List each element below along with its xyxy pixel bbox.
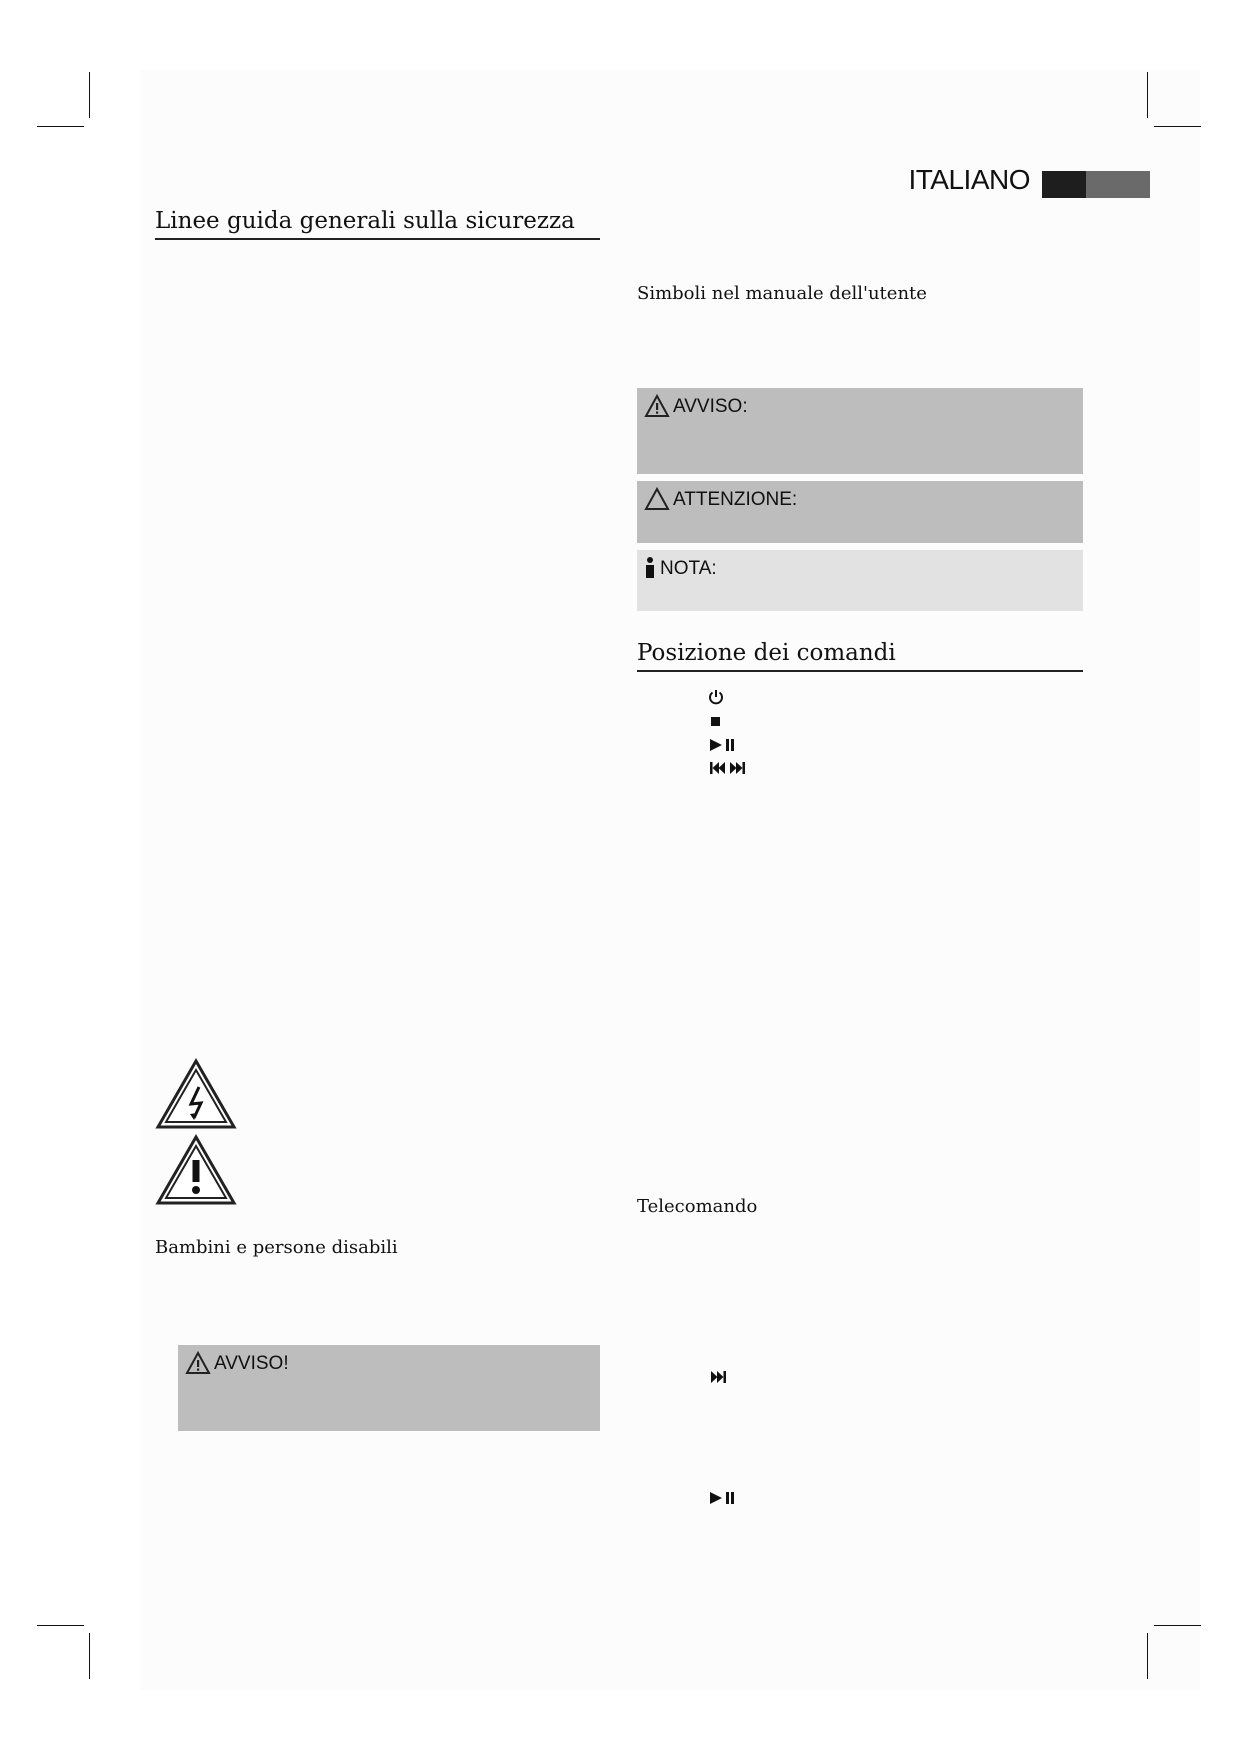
language-tab-dark — [1042, 171, 1086, 198]
page-background — [140, 70, 1200, 1690]
warning-triangle-icon — [644, 394, 670, 418]
crop-mark — [89, 1633, 90, 1679]
notice-label: NOTA: — [660, 558, 717, 579]
crop-mark — [1154, 126, 1201, 127]
notice-label: AVVISO: — [673, 396, 748, 417]
warning-box — [178, 1345, 600, 1431]
crop-mark — [1147, 72, 1148, 118]
warning-box-label: AVVISO! — [214, 1353, 289, 1374]
electric-shock-warning-icon — [155, 1058, 237, 1130]
power-icon — [708, 688, 752, 708]
remote-heading: Telecomando — [637, 1196, 758, 1217]
caution-triangle-icon — [644, 487, 670, 511]
info-icon — [642, 556, 658, 580]
notice-avviso — [637, 388, 1083, 474]
crop-mark — [37, 126, 84, 127]
skip-next-icon — [708, 1367, 752, 1387]
symbols-heading: Simboli nel manuale dell'utente — [637, 283, 927, 304]
exclamation-warning-icon — [155, 1134, 237, 1206]
stop-icon — [708, 712, 752, 732]
language-tab-grey — [1086, 171, 1150, 198]
notice-attenzione — [637, 481, 1083, 543]
warning-triangle-icon — [185, 1351, 211, 1375]
skip-prev-next-icon — [708, 758, 752, 778]
crop-mark — [1154, 1625, 1201, 1626]
children-heading: Bambini e persone disabili — [155, 1237, 398, 1258]
crop-mark — [37, 1625, 84, 1626]
crop-mark — [89, 72, 90, 118]
section-title-safety: Linee guida generali sulla sicurezza — [155, 208, 600, 240]
language-label: ITALIANO — [908, 164, 1030, 195]
section-title-controls: Posizione dei comandi — [637, 640, 1083, 672]
notice-nota — [637, 550, 1083, 611]
crop-mark — [1147, 1633, 1148, 1679]
notice-label: ATTENZIONE: — [673, 489, 798, 510]
play-pause-icon — [708, 735, 752, 755]
play-pause-icon — [708, 1488, 752, 1508]
